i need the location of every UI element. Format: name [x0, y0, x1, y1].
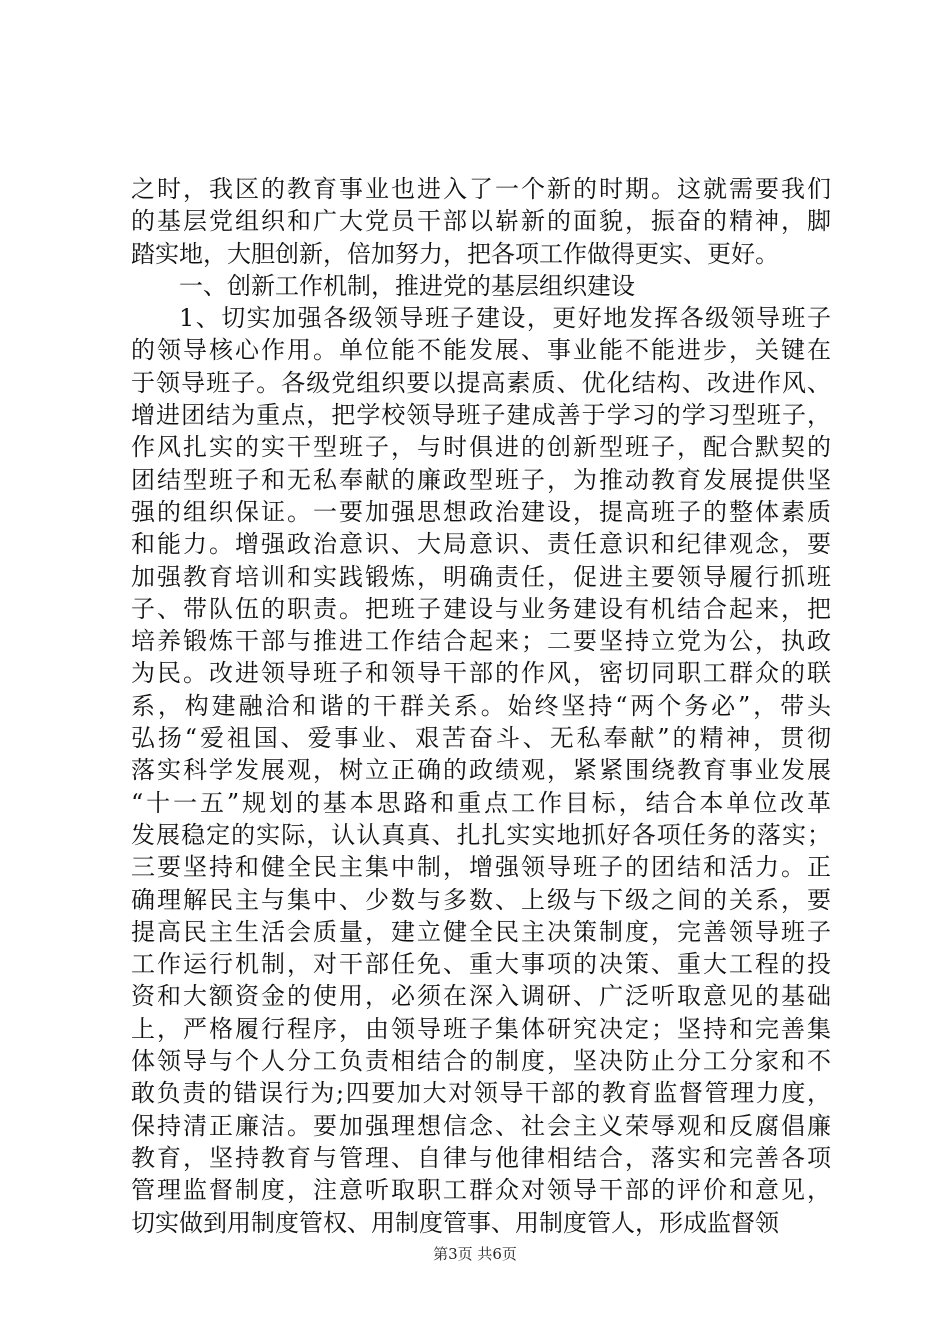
text-line: 培养锻炼干部与推进工作结合起来；二要坚持立党为公，执政 [131, 627, 831, 656]
body-text [131, 173, 831, 1239]
text-line: 和能力。增强政治意识、大局意识、责任意识和纪律观念，要 [131, 530, 831, 559]
text-line: 的领导核心作用。单位能不能发展、事业能不能进步，关键在 [131, 336, 831, 365]
text-line: 之时，我区的教育事业也进入了一个新的时期。这就需要我们 [131, 175, 831, 203]
text-line: 强的组织保证。一要加强思想政治建设，提高班子的整体素质 [131, 497, 831, 526]
page-number-footer: 第3页 共6页 [433, 1245, 517, 1263]
text-line: 的基层党组织和广大党员干部以崭新的面貌，振奋的精神，脚 [131, 207, 831, 236]
text-line: 资和大额资金的使用，必须在深入调研、广泛听取意见的基础 [131, 982, 831, 1011]
text-line: 提高民主生活会质量，建立健全民主决策制度，完善领导班子 [131, 917, 831, 946]
text-line: 落实科学发展观，树立正确的政绩观，紧紧围绕教育事业发展 [131, 756, 831, 785]
text-line: 三要坚持和健全民主集中制，增强领导班子的团结和活力。正 [131, 853, 831, 882]
text-line: 教育，坚持教育与管理、自律与他律相结合，落实和完善各项 [131, 1143, 831, 1172]
paragraph [131, 302, 831, 1239]
text-line: 子、带队伍的职责。把班子建设与业务建设有机结合起来，把 [131, 594, 831, 623]
text-line: 团结型班子和无私奉献的廉政型班子，为推动教育发展提供坚 [131, 465, 831, 494]
paragraph [131, 270, 831, 302]
text-line: 1、切实加强各级领导班子建设，更好地发挥各级领导班子 [179, 304, 831, 333]
text-line: 工作运行机制，对干部任免、重大事项的决策、重大工程的投 [131, 950, 831, 979]
text-line: 系，构建融洽和谐的干群关系。始终坚持“两个务必”，带头 [131, 691, 831, 720]
text-line: 加强教育培训和实践锻炼，明确责任，促进主要领导履行抓班 [131, 562, 831, 591]
text-line: 体领导与个人分工负责相结合的制度，坚决防止分工分家和不 [131, 1047, 831, 1076]
text-line: 一、创新工作机制，推进党的基层组织建设 [179, 271, 635, 300]
text-line: 管理监督制度，注意听取职工群众对领导干部的评价和意见， [131, 1176, 831, 1205]
text-line: “十一五”规划的基本思路和重点工作目标，结合本单位改革 [131, 788, 831, 817]
text-line: 于领导班子。各级党组织要以提高素质、优化结构、改进作风、 [131, 368, 831, 397]
text-line: 增进团结为重点，把学校领导班子建成善于学习的学习型班子， [131, 401, 831, 430]
text-line: 确理解民主与集中、少数与多数、上级与下级之间的关系，要 [131, 885, 831, 914]
text-line: 上，严格履行程序，由领导班子集体研究决定；坚持和完善集 [131, 1014, 831, 1043]
paragraph [131, 173, 831, 270]
text-line: 作风扎实的实干型班子，与时俱进的创新型班子，配合默契的 [131, 433, 831, 462]
text-line: 发展稳定的实际，认认真真、扎扎实实地抓好各项任务的落实； [131, 820, 831, 849]
text-line: 为民。改进领导班子和领导干部的作风，密切同职工群众的联 [131, 659, 831, 688]
text-line: 保持清正廉洁。要加强理想信念、社会主义荣辱观和反腐倡廉 [131, 1111, 831, 1140]
text-line: 敢负责的错误行为;四要加大对领导干部的教育监督管理力度， [131, 1079, 831, 1108]
text-line: 切实做到用制度管权、用制度管事、用制度管人，形成监督领 [131, 1208, 779, 1237]
text-line: 弘扬“爱祖国、爱事业、艰苦奋斗、无私奉献”的精神，贯彻 [131, 724, 831, 753]
text-line: 踏实地，大胆创新，倍加努力，把各项工作做得更实、更好。 [131, 239, 779, 268]
